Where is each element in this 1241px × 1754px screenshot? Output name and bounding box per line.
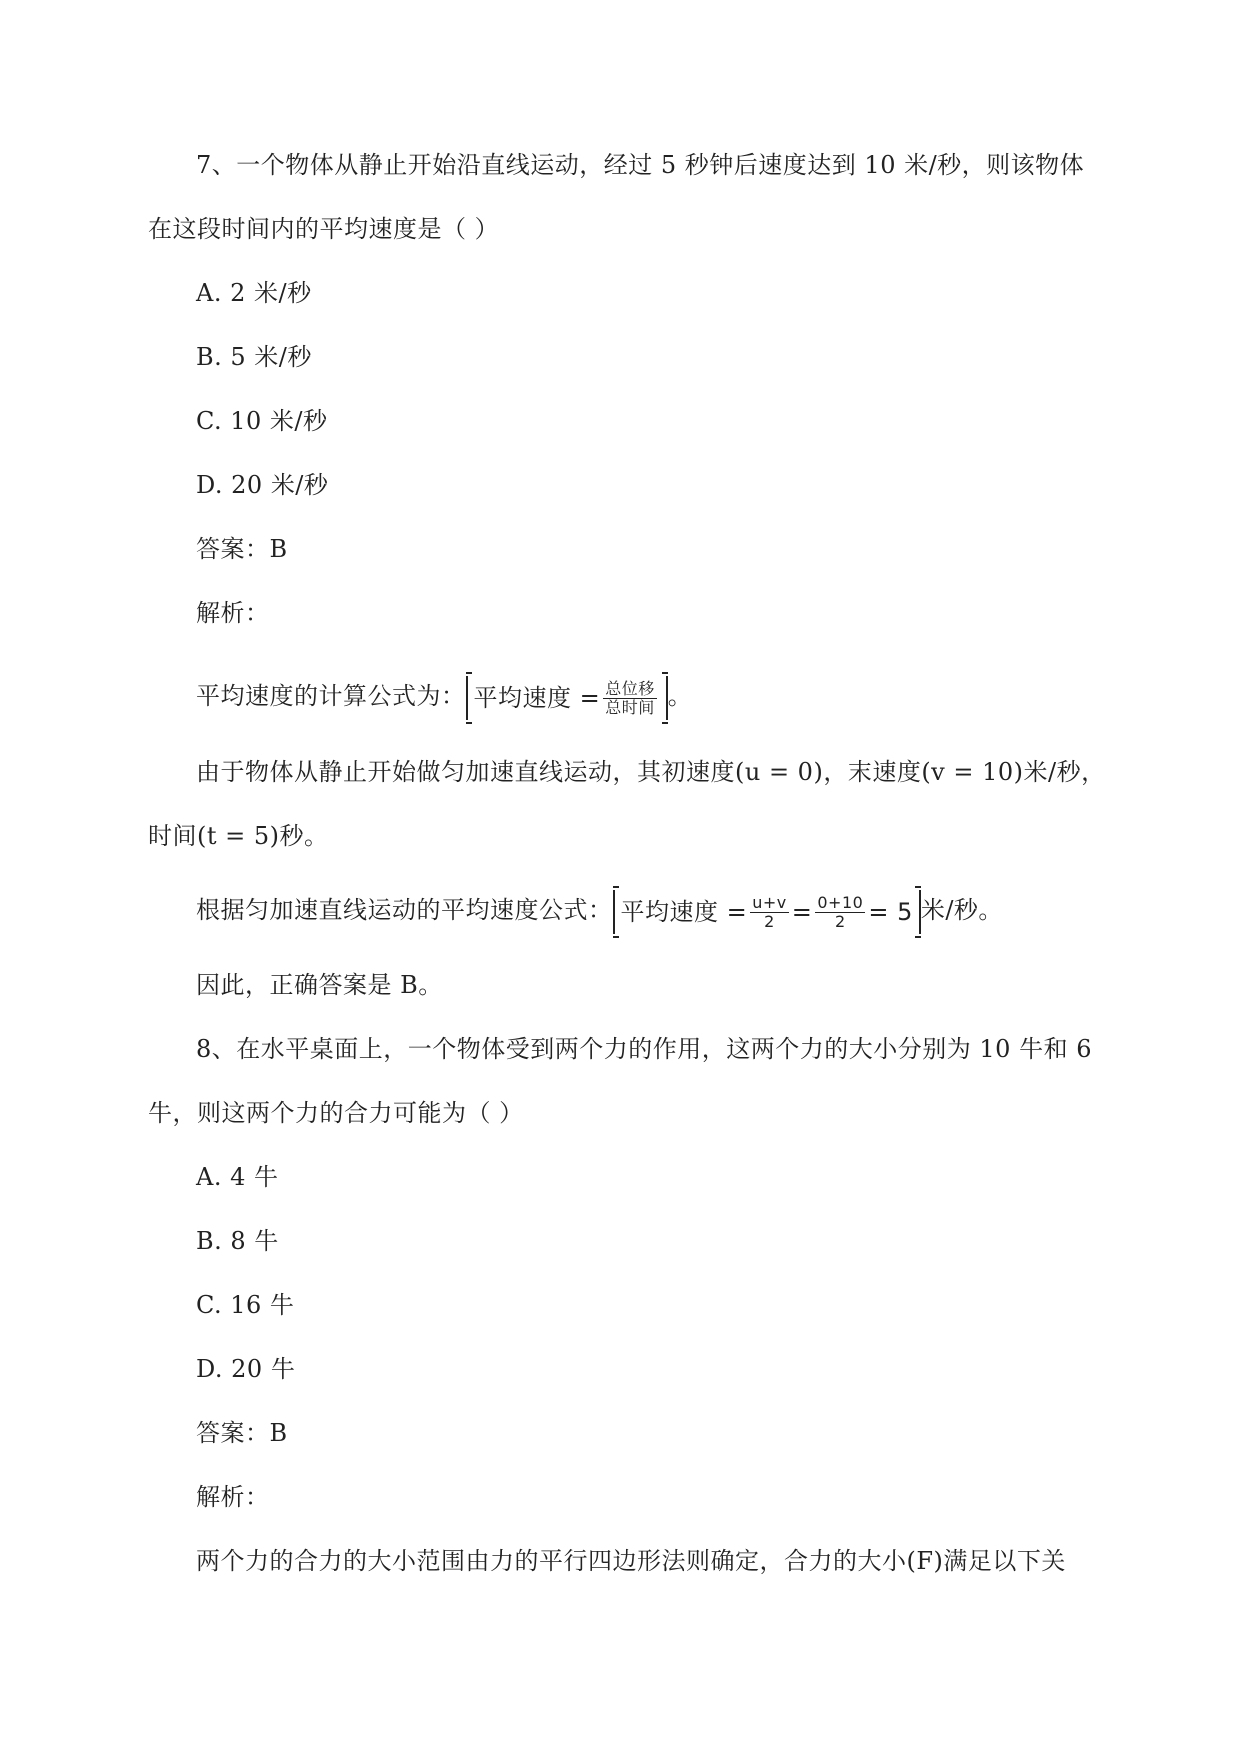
q7-para2-lhs: 平均速度 = <box>620 897 748 926</box>
q8-answer: 答案：B <box>196 1419 288 1447</box>
q7-formula-numerator: 总位移 <box>605 679 655 698</box>
q8-option-a: A. 4 牛 <box>196 1163 279 1191</box>
q7-option-b: B. 5 米/秒 <box>196 343 312 371</box>
q7-answer: 答案：B <box>196 535 288 563</box>
q7-conclusion: 因此，正确答案是 B。 <box>196 971 443 999</box>
q8-option-b: B. 8 牛 <box>196 1227 279 1255</box>
q7-stem-line1: 7、一个物体从静止开始沿直线运动，经过 5 秒钟后速度达到 10 米/秒，则该物体 <box>196 151 1085 179</box>
q7-formula-line <box>196 672 692 720</box>
q7-para2-line <box>196 886 1003 934</box>
q7-para2-bracket <box>613 890 921 934</box>
q7-para2-frac1-denominator: 2 <box>764 912 775 931</box>
q7-para2-end: 米/秒。 <box>920 896 1003 924</box>
q7-para2-frac1-numerator: u+v <box>752 893 787 912</box>
q8-stem-line1: 8、在水平桌面上，一个物体受到两个力的作用，这两个力的大小分别为 10 牛和 6 <box>196 1035 1092 1063</box>
q7-stem-line2: 在这段时间内的平均速度是（ ） <box>148 215 500 243</box>
q7-option-d: D. 20 米/秒 <box>196 471 329 499</box>
q7-formula-denominator: 总时间 <box>605 698 655 717</box>
q7-option-c: C. 10 米/秒 <box>196 407 328 435</box>
q7-para2-fraction2 <box>815 894 865 931</box>
q7-para2-eq2: = 5 <box>868 897 913 926</box>
q8-para1: 两个力的合力的大小范围由力的平行四边形法则确定，合力的大小(F)满足以下关 <box>196 1547 1066 1575</box>
q7-para2-frac2-numerator: 0+10 <box>817 893 864 912</box>
q7-analysis-label: 解析： <box>196 599 270 627</box>
q7-formula-end: 。 <box>667 682 693 710</box>
q7-para2-eq1: = <box>791 897 813 926</box>
q7-formula-bracket <box>466 676 668 720</box>
q7-para1-line2: 时间(t = 5)秒。 <box>148 822 329 850</box>
q7-para2-fraction1 <box>750 894 789 931</box>
q8-option-c: C. 16 牛 <box>196 1291 295 1319</box>
q7-formula-lhs: 平均速度 = <box>473 683 601 712</box>
q8-analysis-label: 解析： <box>196 1483 270 1511</box>
q7-para2-intro: 根据匀加速直线运动的平均速度公式： <box>196 896 613 924</box>
q7-formula-fraction <box>603 680 657 717</box>
q8-option-d: D. 20 牛 <box>196 1355 296 1383</box>
q7-formula-intro: 平均速度的计算公式为： <box>196 682 466 710</box>
q8-stem-line2: 牛，则这两个力的合力可能为（ ） <box>148 1099 524 1127</box>
q7-para1-line1: 由于物体从静止开始做匀加速直线运动，其初速度(u = 0)，末速度(v = 10)米/秒， <box>196 758 1106 786</box>
q7-para2-frac2-denominator: 2 <box>835 912 846 931</box>
q7-option-a: A. 2 米/秒 <box>196 279 312 307</box>
